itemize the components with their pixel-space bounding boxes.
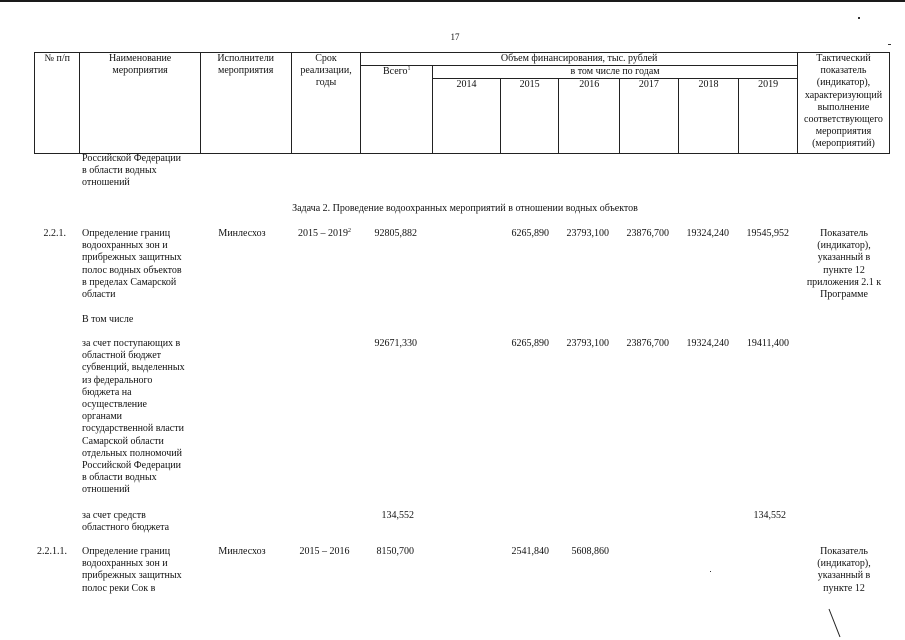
- row-term: 2015 – 2016: [299, 546, 350, 557]
- header-col-term: Срок реализации, годы: [291, 53, 361, 154]
- header-year-2018: 2018: [678, 79, 739, 154]
- text-line: субвенций, выделенных: [82, 362, 185, 374]
- text-line: областной бюджет: [82, 350, 162, 362]
- row-name: [82, 228, 207, 301]
- text-line: в пределах Самарской: [82, 276, 177, 288]
- federal-value-2017: 23876,700: [626, 338, 669, 349]
- header-total-label: Всего: [382, 66, 408, 78]
- term-footnote: 2: [348, 228, 351, 234]
- regional-value-2019: 134,552: [753, 510, 786, 521]
- header-col-by-years: в том числе по годам: [433, 66, 798, 79]
- text-line: пункте 12: [823, 582, 865, 594]
- text-line: за счет поступающих в: [82, 338, 181, 349]
- text-line: отношений: [82, 484, 130, 496]
- program-table-header: [34, 52, 890, 154]
- text-line: Определение границ: [82, 228, 171, 239]
- row-indicator: [796, 546, 892, 595]
- header-col-executors: Исполнители мероприятия: [200, 53, 291, 154]
- text-line: водоохранных зон и: [82, 240, 168, 252]
- text-line: бюджета на: [82, 386, 132, 398]
- text-line: области: [82, 289, 116, 301]
- text-line: Показатель: [820, 546, 868, 557]
- pen-stroke-mark: [827, 608, 843, 638]
- row-total: 92805,882: [374, 228, 417, 239]
- row-indicator: [796, 228, 892, 301]
- text-line: отношений: [82, 177, 130, 189]
- text-line: Самарской области: [82, 435, 164, 447]
- row-name: [82, 546, 207, 595]
- row-value-2019: 19545,952: [746, 228, 789, 239]
- task-heading: Задача 2. Проведение водоохранных мероприятий в отношении водных объектов: [292, 203, 638, 214]
- federal-total: 92671,330: [374, 338, 417, 349]
- federal-funding-name: [82, 338, 207, 497]
- text-line: указанный в: [817, 570, 871, 582]
- text-line: пункте 12: [823, 264, 865, 276]
- text-line: органами: [82, 411, 123, 423]
- text-line: в области водных: [82, 165, 157, 177]
- header-year-2014: 2014: [433, 79, 501, 154]
- text-line: (индикатор),: [817, 558, 871, 570]
- text-line: за счет средств: [82, 510, 146, 521]
- regional-funding-name: [82, 510, 207, 534]
- row-number: 2.2.1.1.: [37, 546, 67, 557]
- text-line: в области водных: [82, 472, 157, 484]
- text-line: прибрежных защитных: [82, 570, 182, 582]
- scan-speck: [888, 44, 891, 45]
- row-executor: Минлесхоз: [218, 546, 266, 557]
- header-col-funding: Объем финансирования, тыс. рублей: [361, 53, 798, 66]
- row-total: 8150,700: [376, 546, 414, 557]
- header-col-number: № п/п: [35, 53, 80, 154]
- header-year-2019: 2019: [739, 79, 798, 154]
- scan-speck: [710, 571, 711, 572]
- row-executor: Минлесхоз: [218, 228, 266, 239]
- text-line: (индикатор),: [817, 240, 871, 252]
- regional-total: 134,552: [381, 510, 414, 521]
- text-line: отдельных полномочий: [82, 447, 182, 459]
- text-line: областного бюджета: [82, 522, 170, 534]
- text-line: приложения 2.1 к: [806, 276, 882, 288]
- including-label: В том числе: [82, 314, 134, 325]
- header-year-2017: 2017: [620, 79, 679, 154]
- text-line: прибрежных защитных: [82, 252, 182, 264]
- text-line: Российской Федерации: [82, 153, 182, 164]
- text-line: водоохранных зон и: [82, 558, 168, 570]
- text-line: полос водных объектов: [82, 264, 182, 276]
- header-year-2016: 2016: [559, 79, 620, 154]
- header-year-2015: 2015: [500, 79, 559, 154]
- row-value-2015: 2541,840: [511, 546, 549, 557]
- row-value-2016: 5608,860: [571, 546, 609, 557]
- text-line: полос реки Сок в: [82, 582, 156, 594]
- header-total-footnote: 1: [407, 66, 411, 73]
- text-line: Показатель: [820, 228, 868, 239]
- header-col-name: Наименование мероприятия: [80, 53, 200, 154]
- text-line: из федерального: [82, 374, 153, 386]
- row-number: 2.2.1.: [43, 228, 66, 239]
- header-col-total: [361, 66, 433, 154]
- text-line: Определение границ: [82, 546, 171, 557]
- row-value-2017: 23876,700: [626, 228, 669, 239]
- text-line: Российской Федерации: [82, 460, 182, 472]
- header-col-indicator: Тактический показатель (индикатор), характеризующий выполнение соответствующего мероприятия (мероприятий): [797, 53, 889, 154]
- text-line: государственной власти: [82, 423, 184, 435]
- row-value-2018: 19324,240: [686, 228, 729, 239]
- scan-speck: [858, 17, 860, 19]
- federal-value-2015: 6265,890: [511, 338, 549, 349]
- top-border-line: [0, 0, 905, 2]
- text-line: указанный в: [817, 252, 871, 264]
- page-number: 17: [450, 32, 460, 42]
- term-text: 2015 – 2019: [298, 228, 348, 239]
- federal-value-2016: 23793,100: [566, 338, 609, 349]
- federal-value-2018: 19324,240: [686, 338, 729, 349]
- row-value-2016: 23793,100: [566, 228, 609, 239]
- text-line: Программе: [820, 289, 868, 301]
- row-value-2015: 6265,890: [511, 228, 549, 239]
- text-line: осуществление: [82, 399, 147, 411]
- continuation-text: [82, 153, 207, 190]
- federal-value-2019: 19411,400: [746, 338, 789, 349]
